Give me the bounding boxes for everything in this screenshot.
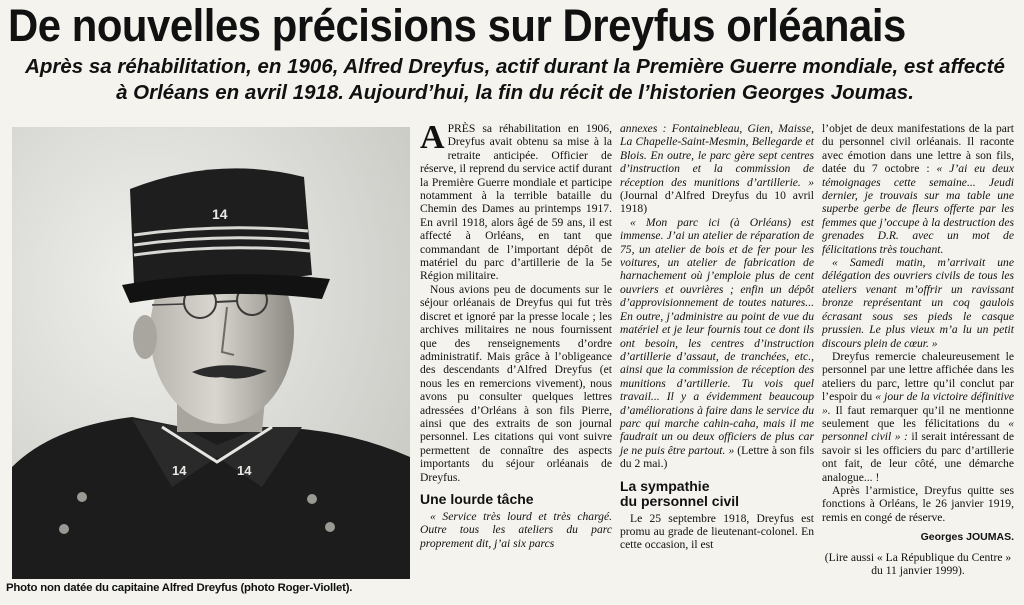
col3-paragraph-3b: « jour de la victoire définitive ».	[822, 390, 1014, 417]
col3-paragraph-3a: Dreyfus remercie chaleureusement le personnel par une lettre affichée dans les ateliers du parc, lettre qu’il conclut par l’espoir du	[822, 349, 1014, 404]
col2-paragraph-2-source: (Lettre à son fils du 2 mai.)	[620, 443, 814, 471]
subhead-sympathie	[620, 479, 814, 509]
col3-paragraph-4: Après l’armistice, Dreyfus quitte ses fonctions à Orléans, le 26 janvier 1919, remis en congé de réserve.	[822, 483, 1014, 524]
reference-note: (Lire aussi « La République du Centre » du 11 janvier 1999).	[824, 550, 1012, 577]
col1-paragraph-2: Nous avions peu de documents sur le séjour orléanais de Dreyfus qui fut très discret et ignoré par la presse locale ; les archives militaires ne nous fournissent que des renseignements d’ordre administratif. Mais grâce à l’obligeance des descendants d’Alfred Dreyfus (et nous les en remercions vivement), nous avons pu consulter quelques lettres adressées d’Orléans à son fils Pierre, ainsi que des extraits de son journal personnel. Les citations qui vont suivre permettent de connaître des aspects importants du séjour orléanais de Dreyfus.	[420, 282, 612, 484]
drop-cap: A	[420, 119, 445, 156]
subhead-line-2: du personnel civil	[620, 492, 740, 509]
col3-paragraph-1-quote: « J’ai eu deux témoignages cette semaine... Jeudi dernier, je trouvais sur ma table une superbe gerbe de fleurs offerte par les femmes que j’occupe à la destruction des grenades D.R. avec un mot de félicitations très touchant.	[822, 162, 1014, 256]
col2-paragraph-1-quote: annexes : Fontainebleau, Gien, Maisse, La Chapelle-Saint-Mesmin, Bellegarde et Blois. En outre, le parc gère sept centres d’instruction et la commission de réception des munitions d’artillerie. »	[620, 122, 814, 189]
col2-paragraph-2-quote: « Mon parc ici (à Orléans) est immense. J’ai un atelier de réparation de 75, un atelier de bois et de fer pour les voitures, un atelier de fabrication de harnachement où j’emploie plus de cent ouvriers et ouvrières ; enfin un dépôt d’approvisionnement de toutes natures... En outre, j’administre au point de vue du matériel et je leur fournis tout ce dont ils ont besoin, les centres d’instruction d’artillerie d’assaut, de tranchées, etc., ainsi que la commission de réception des munitions d’artillerie. Tu vois quel travail... Il y a évidemment beaucoup d’améliorations à faire dans le service du parc qui marche cahin-caha, mais il me faudrait un ou deux officiers de plus car je ne puis être partout. »	[620, 215, 814, 457]
col1-paragraph-3: « Service très lourd et très chargé. Outre tous les ateliers du parc proprement dit, j’ai six parcs	[420, 509, 612, 550]
col3-paragraph-3e: il serait intéressant de savoir si les officiers du parc d’artillerie ont fait, de leur côté, une démarche analogue... !	[822, 430, 1014, 484]
photo-caption: Photo non datée du capitaine Alfred Dreyfus (photo Roger-Viollet).	[6, 582, 353, 594]
subhead-line-1: La sympathie	[620, 477, 710, 494]
headline: De nouvelles précisions sur Dreyfus orléanais	[8, 0, 906, 51]
col3-paragraph-3d: « personnel civil » :	[822, 416, 1014, 444]
author-signature: Georges JOUMAS.	[920, 531, 1014, 544]
portrait-illustration	[12, 127, 410, 579]
col2-paragraph-3: Le 25 septembre 1918, Dreyfus est promu au grade de lieutenant-colonel. En cette occasion, il est	[620, 511, 814, 552]
col3-paragraph-3c: Il faut remarquer qu’il ne mentionne seulement que les félicitations du	[822, 403, 1014, 430]
collar-number-right: 14	[237, 463, 252, 478]
article-column-1	[420, 119, 612, 550]
col2-paragraph-1-source: (Journal d’Alfred Dreyfus du 10 avril 1918)	[620, 189, 814, 216]
kepi-number: 14	[212, 206, 228, 222]
col3-paragraph-2-quote: « Samedi matin, m’arrivait une délégation des ouvriers civils de tous les ateliers venant m’offrir un ravissant bronze représentant un coq gaulois écrasant sous ses pieds le casque prussien. Le plus vieux m’a lu un petit discours plein de cœur. »	[822, 256, 1014, 350]
col1-paragraph-1: PRÈS sa réhabilitation en 1906, Dreyfus avait obtenu sa mise à la retraite anticipée. Officier de réserve, il reprend du service actif durant la Première Guerre mondiale et participe notamment à la terrible bataille du Chemin des Dames au printemps 1917. En avril 1918, alors âgé de 59 ans, il est affecté à Orléans, en tant que commandant de l’important dépôt de matériel du parc d’artillerie de la 5e Région militaire.	[420, 122, 612, 283]
portrait-photo	[12, 127, 410, 579]
collar-number-left: 14	[172, 463, 187, 478]
subhead-lourde-tache: Une lourde tâche	[420, 490, 534, 507]
article-column-2	[620, 122, 814, 552]
col3-paragraph-1: l’objet de deux manifestations de la part du personnel civil orléanais. Il raconte avec émotion dans une lettre à son fils, datée du 7 octobre :	[822, 122, 1014, 176]
article-column-3	[822, 122, 1014, 577]
deck-subtitle: Après sa réhabilitation, en 1906, Alfred Dreyfus, actif durant la Première Guerre mondiale, est affecté à Orléans en avril 1918. Aujourd’hui, la fin du récit de l’historien Georges Joumas.	[25, 55, 1005, 104]
